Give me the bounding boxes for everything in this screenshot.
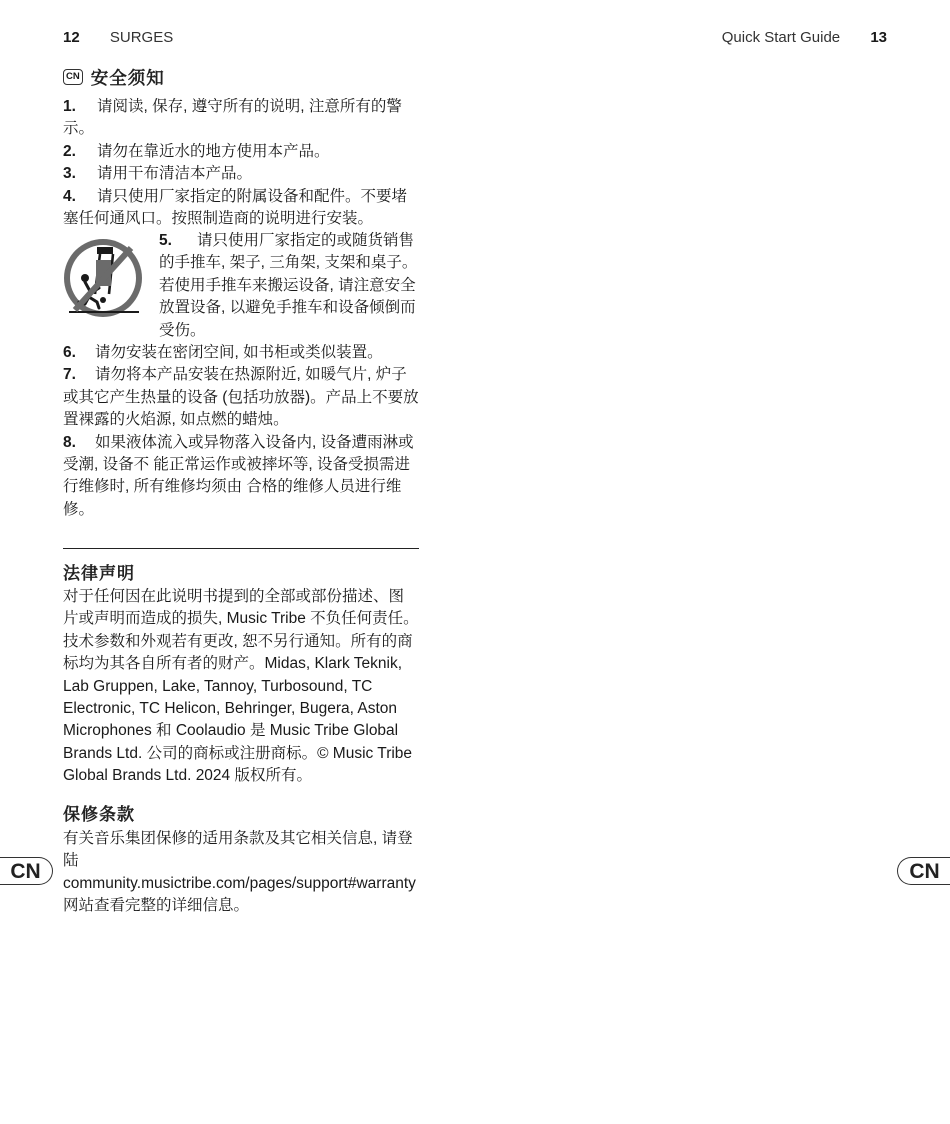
language-tab-left: CN — [0, 857, 53, 885]
left-page-header — [63, 28, 173, 48]
right-page-number: 13 — [870, 29, 887, 46]
safety-list-part-1 — [63, 96, 419, 230]
safety-title: 安全须知 — [90, 67, 165, 88]
left-section-title: SURGES — [109, 29, 174, 46]
warranty-body: 有关音乐集团保修的适用条款及其它相关信息, 请登陆 community.musictribe.com/pages/support#warranty 网站查看完整的详细信息。 — [63, 830, 416, 915]
left-page-number: 12 — [63, 29, 80, 46]
safety-item-7: 7. 请勿将本产品安装在热源附近, 如暖气片, 炉子或其它产生热量的设备 (包括功放器)。产品上不要放置裸露的火焰源, 如点燃的蜡烛。 — [63, 366, 419, 429]
safety-list-part-2 — [63, 342, 419, 521]
section-divider — [63, 548, 419, 549]
warranty-title: 保修条款 — [63, 805, 135, 824]
safety-heading — [63, 66, 165, 88]
safety-item-4: 4. 请只使用厂家指定的附属设备和配件。不要堵塞任何通风口。按照制造商的说明进行安装。 — [63, 187, 408, 228]
safety-item-5: 5. 请只使用厂家指定的或随货销售的手推车, 架子, 三角架, 支架和桌子。若使用手推车来搬运设备, 请注意安全放置设备, 以避免手推车和设备倾倒而受伤。 — [63, 230, 419, 342]
safety-item-6: 6. 请勿安装在密闭空间, 如书柜或类似装置。 — [63, 344, 383, 361]
safety-item-8: 8. 如果液体流入或异物落入设备内, 设备遭雨淋或受潮, 设备不 能正常运作或被摔坏等, 设备受损需进行维修时, 所有维修均须由 合格的维修人员进行维修。 — [63, 433, 414, 518]
legal-body: 对于任何因在此说明书提到的全部或部份描述、图片或声明而造成的损失, Music Tribe 不负任何责任。技术参数和外观若有更改, 恕不另行通知。所有的商标均为其各自所有者的财产。Midas, Klark Teknik, Lab Gruppen, Lake, Tannoy, Turbosound, TC Electronic, TC Helicon, Behringer, Bugera, Aston Microphones 和 Coolaudio 是 Music Tribe Global Brands Ltd. 公司的商标或注册商标。© Music Tribe Global Brands Ltd. 2024 版权所有。 — [63, 588, 419, 785]
language-badge: CN — [63, 69, 83, 85]
right-guide-title: Quick Start Guide — [721, 29, 841, 46]
safety-item-1: 1. 请阅读, 保存, 遵守所有的说明, 注意所有的警示。 — [63, 98, 402, 138]
language-tab-right: CN — [897, 857, 950, 885]
safety-item-3: 3. 请用干布清洁本产品。 — [63, 165, 253, 183]
safety-item-2: 2. 请勿在靠近水的地方使用本产品。 — [63, 142, 330, 160]
legal-title: 法律声明 — [63, 564, 135, 583]
right-page-header — [722, 28, 887, 48]
cart-tip-over-warning-icon — [63, 238, 145, 322]
